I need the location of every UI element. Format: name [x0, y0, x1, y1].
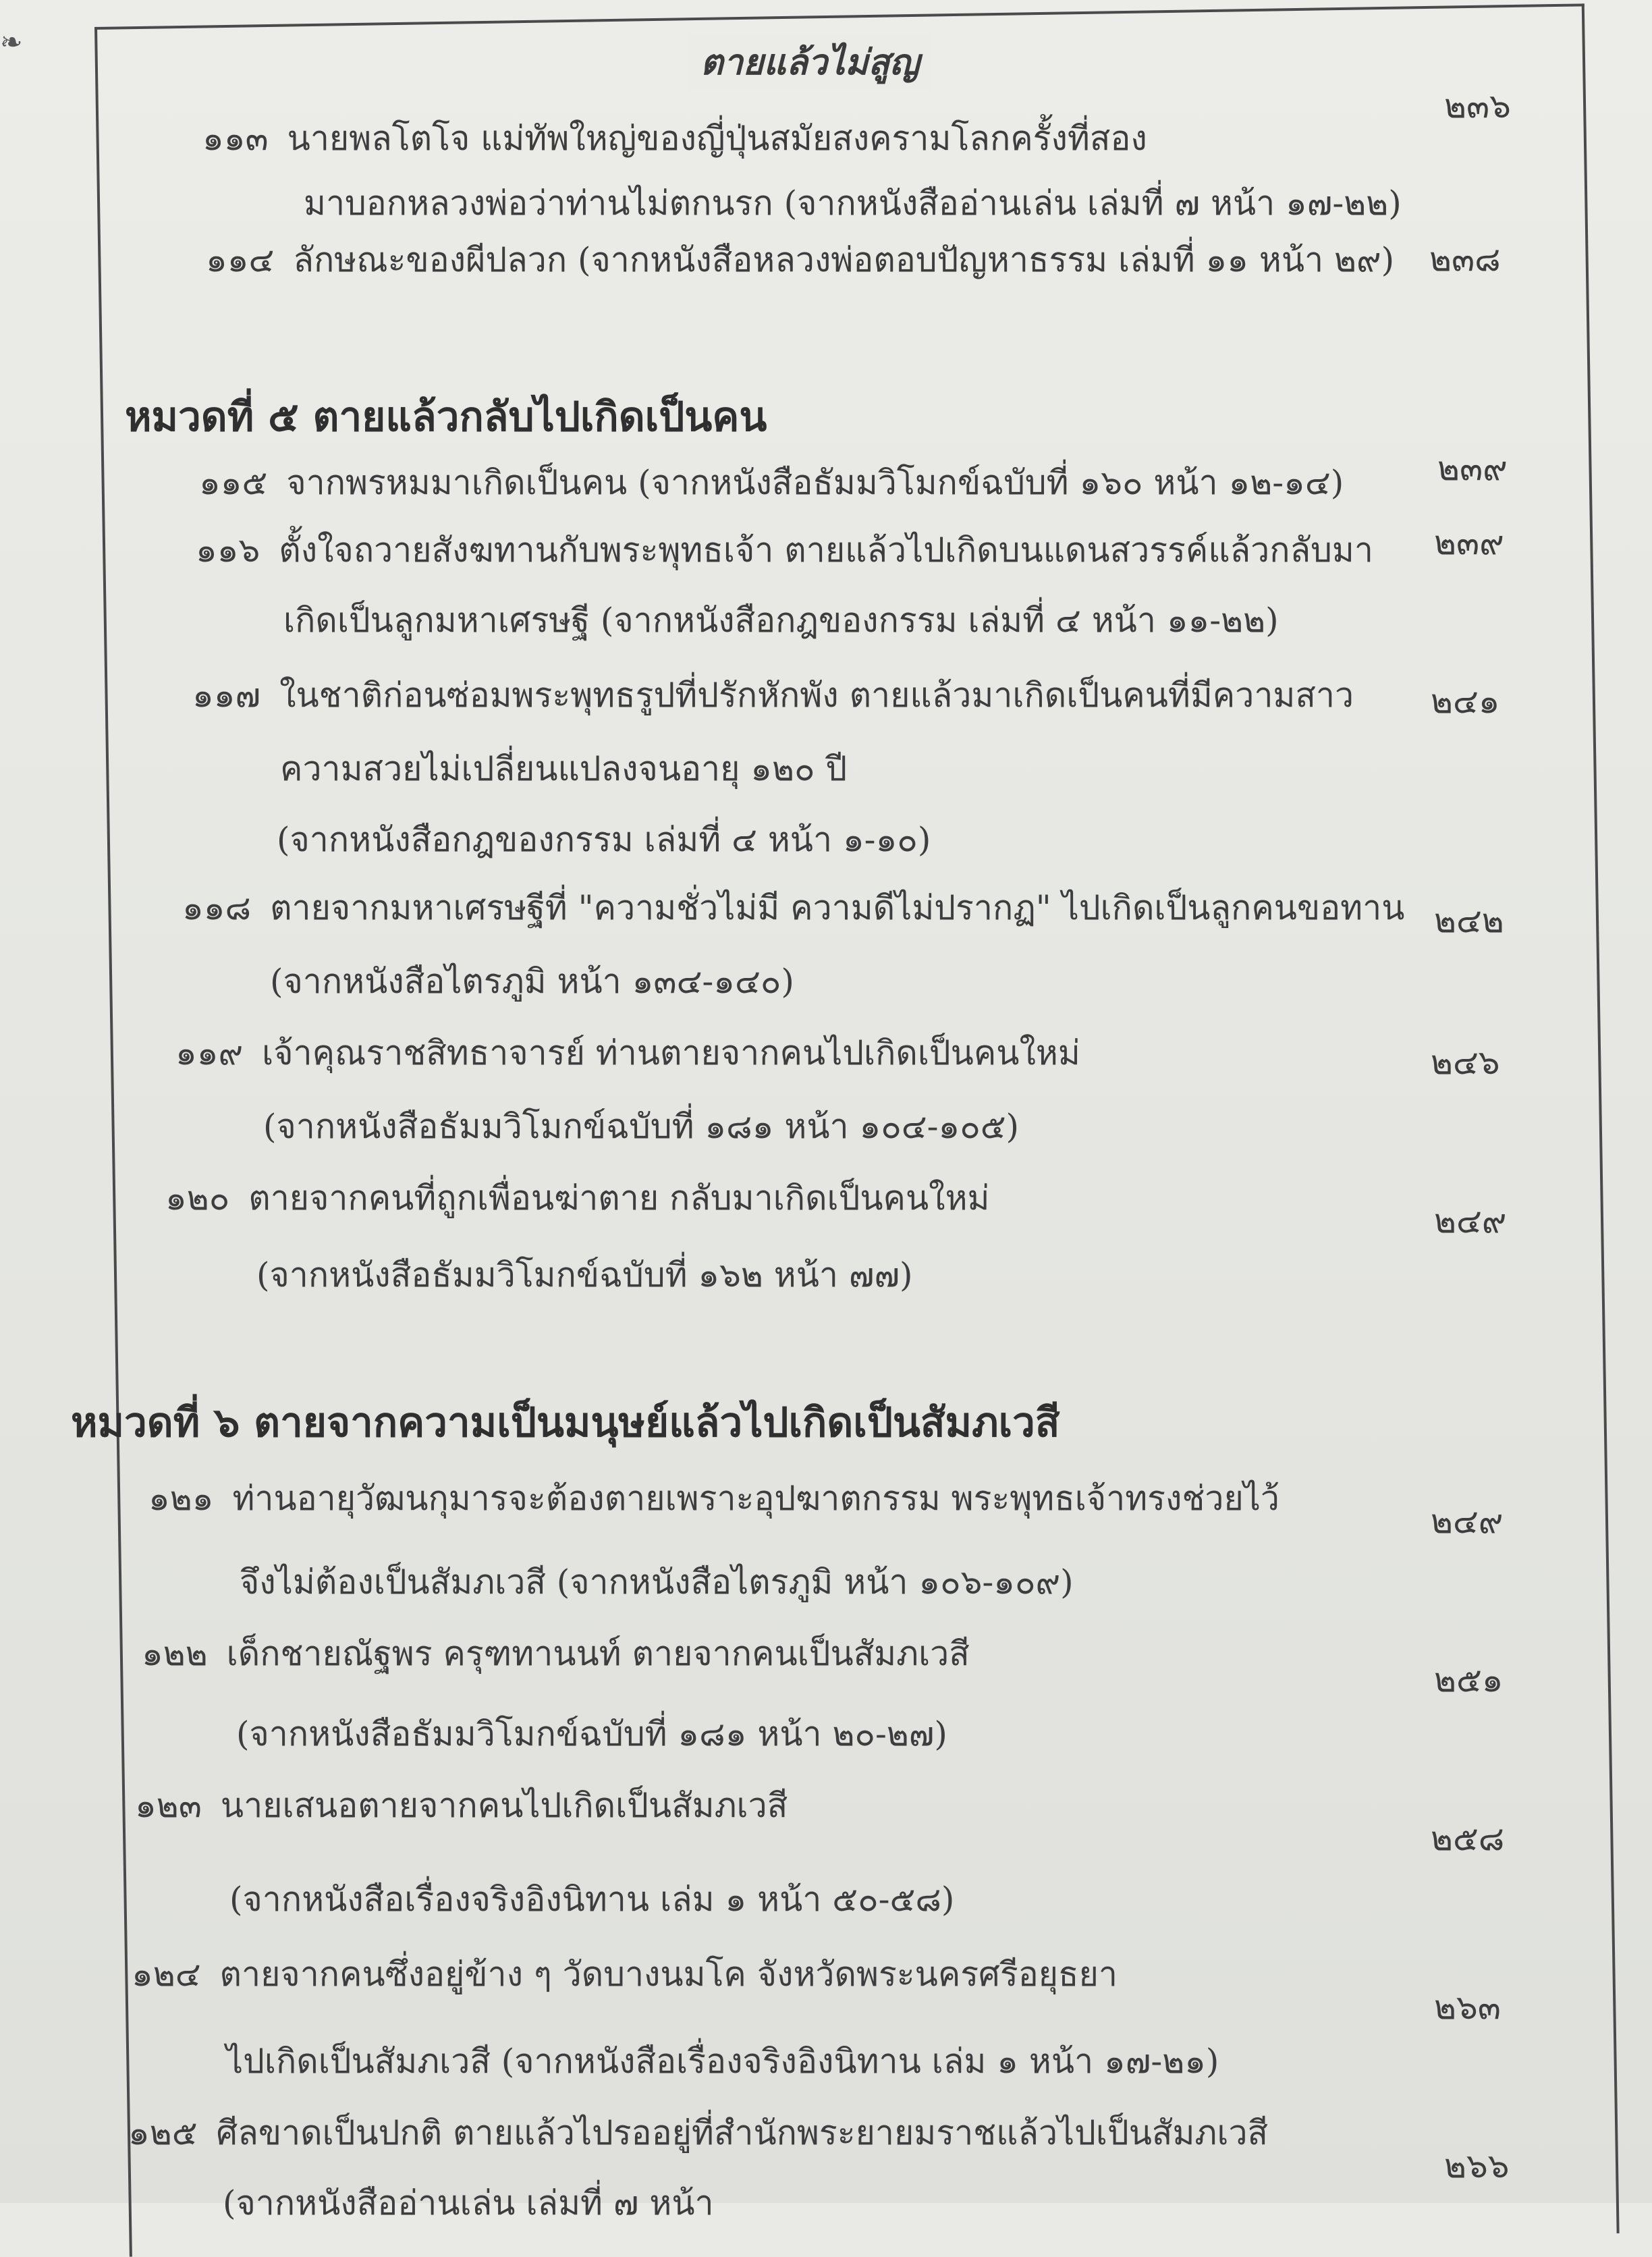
entry-title: ตั้งใจถวายสังฆทานกับพระพุทธเจ้า ตายแล้วไปเกิดบนแดนสวรรค์แล้วกลับมา	[279, 531, 1373, 570]
edge-mark: ❧	[0, 27, 23, 58]
toc-entry-119	[175, 1029, 1080, 1077]
entry-number: ๑๑๗	[192, 676, 261, 715]
toc-entry-122	[142, 1630, 970, 1677]
section-heading-5: หมวดที่ ๕ ตายแล้วกลับไปเกิดเป็นคน	[125, 393, 767, 441]
entry-title: นายเสนอตายจากคนไปเกิดเป็นสัมภเวสี	[220, 1786, 788, 1825]
running-header: ตายแล้วไม่สูญ	[688, 34, 932, 90]
entry-continuation: (จากหนังสือธัมมวิโมกข์ฉบับที่ ๑๘๑ หน้า ๒๐-๒๗)	[236, 1714, 947, 1753]
entry-title: เด็กชายณัฐพร ครุฑทานนท์ ตายจากคนเป็นสัมภเวสี	[226, 1634, 970, 1673]
entry-number: ๑๑๘	[182, 888, 252, 927]
toc-entry-121	[148, 1475, 1279, 1522]
entry-page-113: ๒๓๖	[1444, 86, 1511, 126]
entry-page-120: ๒๔๙	[1434, 1201, 1507, 1241]
entry-continuation: จึงไม่ต้องเป็นสัมภเวสี (จากหนังสือไตรภูมิ หน้า ๑๐๖-๑๐๙)	[240, 1562, 1074, 1602]
entry-title: ท่านอายุวัฒนกุมารจะต้องตายเพราะอุปฆาตกรรม พระพุทธเจ้าทรงช่วยไว้	[232, 1479, 1279, 1518]
entry-page-118: ๒๔๒	[1434, 901, 1504, 940]
entry-title: ลักษณะของผีปลวก (จากหนังสือหลวงพ่อตอบปัญหาธรรม เล่มที่ ๑๑ หน้า ๒๙)	[293, 240, 1395, 279]
entry-title: เจ้าคุณราชสิทธาจารย์ ท่านตายจากคนไปเกิดเป็นคนใหม่	[262, 1033, 1080, 1072]
toc-entry-114	[206, 236, 1394, 283]
entry-page-124: ๒๖๓	[1434, 1988, 1501, 2027]
entry-continuation: เกิดเป็นลูกมหาเศรษฐี (จากหนังสือกฎของกรรม เล่มที่ ๔ หน้า ๑๑-๒๒)	[283, 601, 1279, 640]
entry-page-121: ๒๔๙	[1431, 1502, 1504, 1541]
entry-continuation: (จากหนังสือกฎของกรรม เล่มที่ ๔ หน้า ๑-๑๐)	[277, 820, 931, 859]
entry-number: ๑๒๔	[132, 1955, 201, 1994]
toc-entry-116	[196, 526, 1373, 574]
entry-number: ๑๑๙	[175, 1033, 244, 1072]
entry-page-115: ๒๓๙	[1437, 449, 1508, 488]
entry-continuation: ความสวยไม่เปลี่ยนแปลงจนอายุ ๑๒๐ ปี	[280, 749, 848, 788]
entry-page-116: ๒๓๙	[1434, 523, 1504, 562]
toc-entry-124	[132, 1951, 1118, 1998]
toc-entry-117	[192, 672, 1354, 719]
entry-continuation: (จากหนังสืออ่านเล่น เล่มที่ ๗ หน้า	[223, 2183, 714, 2223]
entry-title: จากพรหมมาเกิดเป็นคน (จากหนังสือธัมมวิโมกข์ฉบับที่ ๑๖๐ หน้า ๑๒-๑๔)	[286, 463, 1344, 502]
entry-number: ๑๒๑	[148, 1479, 214, 1518]
entry-number: ๑๒๓	[135, 1786, 202, 1825]
toc-entry-115	[199, 459, 1344, 506]
toc-entry-125	[128, 2109, 1268, 2156]
entry-continuation: (จากหนังสือธัมมวิโมกข์ฉบับที่ ๑๖๒ หน้า ๗๗)	[256, 1255, 913, 1295]
entry-page-125: ๒๖๖	[1444, 2146, 1510, 2185]
toc-entry-123	[135, 1782, 788, 1829]
entry-continuation: (จากหนังสือไตรภูมิ หน้า ๑๓๔-๑๔๐)	[270, 962, 794, 1001]
toc-entry-118	[182, 884, 1404, 931]
entry-number: ๑๑๓	[202, 119, 269, 158]
entry-title: นายพลโตโจ แม่ทัพใหญ่ของญี่ปุ่นสมัยสงครามโลกครั้งที่สอง	[287, 119, 1147, 158]
entry-number: ๑๑๔	[206, 240, 275, 279]
entry-page-119: ๒๔๖	[1431, 1043, 1500, 1082]
entry-page-123: ๒๕๘	[1431, 1819, 1505, 1858]
entry-continuation: มาบอกหลวงพ่อว่าท่านไม่ตกนรก (จากหนังสืออ่านเล่น เล่มที่ ๗ หน้า ๑๗-๒๒)	[304, 184, 1402, 223]
entry-page-122: ๒๕๑	[1434, 1660, 1504, 1699]
entry-number: ๑๑๕	[199, 463, 268, 502]
toc-entry-120	[165, 1174, 990, 1222]
entry-title: ในชาติก่อนซ่อมพระพุทธรูปที่ปรักหักพัง ตายแล้วมาเกิดเป็นคนที่มีความสาว	[279, 676, 1354, 715]
entry-page-114: ๒๓๘	[1429, 240, 1501, 279]
entry-title: ตายจากมหาเศรษฐีที่ "ความชั่วไม่มี ความดีไม่ปรากฏ" ไปเกิดเป็นลูกคนขอทาน	[270, 888, 1405, 927]
entry-number: ๑๑๖	[196, 531, 260, 570]
entry-continuation: (จากหนังสือเรื่องจริงอิงนิทาน เล่ม ๑ หน้า ๕๐-๕๘)	[229, 1880, 955, 1919]
entry-number: ๑๒๒	[142, 1634, 208, 1673]
entry-title: ศีลขาดเป็นปกติ ตายแล้วไปรออยู่ที่สำนักพระยายมราชแล้วไปเป็นสัมภเวสี	[216, 2113, 1269, 2152]
entry-continuation: (จากหนังสือธัมมวิโมกข์ฉบับที่ ๑๘๑ หน้า ๑๐๔-๑๐๕)	[263, 1107, 1020, 1146]
entry-page-117: ๒๔๑	[1431, 682, 1500, 721]
section-heading-6: หมวดที่ ๖ ตายจากความเป็นมนุษย์แล้วไปเกิดเป็นสัมภเวสี	[71, 1399, 1060, 1446]
entry-title: ตายจากคนที่ถูกเพื่อนฆ่าตาย กลับมาเกิดเป็นคนใหม่	[248, 1178, 990, 1218]
entry-continuation: ไปเกิดเป็นสัมภเวสี (จากหนังสือเรื่องจริงอิงนิทาน เล่ม ๑ หน้า ๑๗-๒๑)	[226, 2042, 1219, 2081]
toc-entry-113	[202, 115, 1147, 162]
entry-number: ๑๒๕	[128, 2113, 198, 2152]
entry-number: ๑๒๐	[165, 1178, 230, 1218]
entry-title: ตายจากคนซึ่งอยู่ข้าง ๆ วัดบางนมโค จังหวัดพระนครศรีอยุธยา	[219, 1955, 1118, 1994]
